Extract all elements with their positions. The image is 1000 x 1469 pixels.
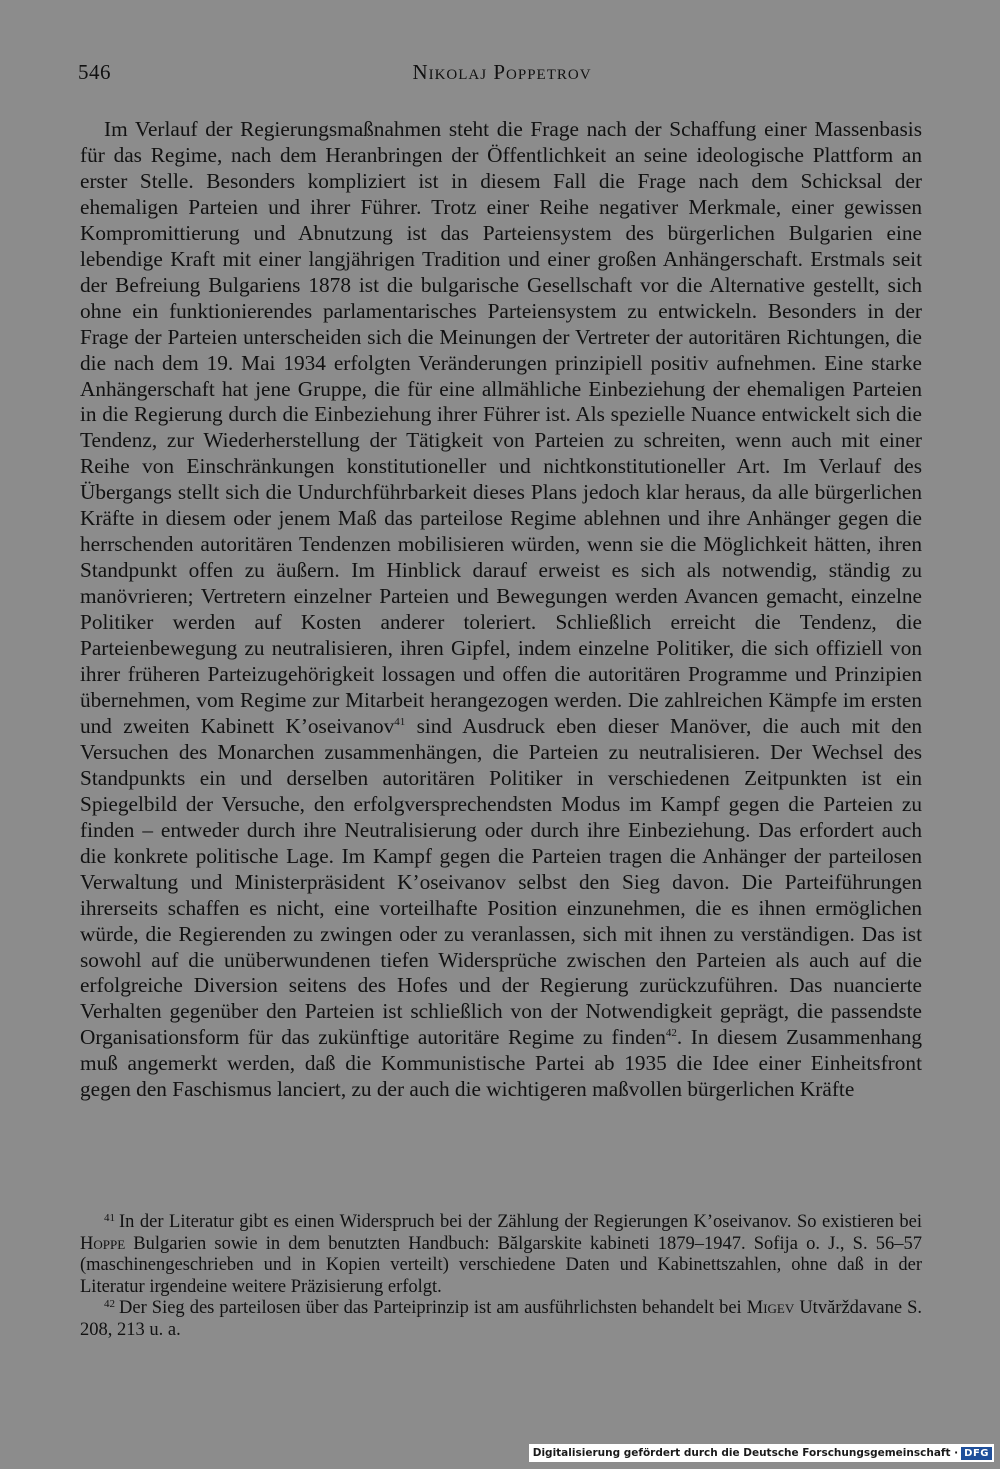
body-text-part-1: Im Verlauf der Regierungsmaßnahmen steht die Frage nach der Schaffung einer Massenbasis für das Regime, nach dem Heranbringen der Öffentlichkeit an seine ideologische Plattform an erster Stelle. Besonders kompliziert ist in diesem Fall die Frage nach dem Schicksal der ehemaligen Parteien und ihrer Führer. Trotz einer Reihe negativer Merkmale, einer gewissen Kompromittierung und Abnutzung ist das Parteiensystem des bürgerlichen Bulgarien eine lebendige Kraft mit einer langjährigen Tradition und einer großen Anhängerschaft. Erstmals seit der Befreiung Bulgariens 1878 ist die bulgarische Gesellschaft vor die Alternative gestellt, sich ohne ein funktionierendes parlamentarisches Parteiensystem zu entwickeln. Besonders in der Frage der Parteien unterscheiden sich die Meinungen der Vertreter der autoritären Richtungen, die die nach dem 19. Mai 1934 erfolgten Veränderungen prinzipiell positiv aufnehmen. Eine starke Anhängerschaft hat jene Gruppe, die für eine allmähliche Einbeziehung der ehemaligen Parteien in die Regierung durch die Einbeziehung ihrer Führer ist. Als spezielle Nuance entwickelt sich die Tendenz, zur Wiederherstellung der Tätigkeit von Parteien zu schreiten, wenn auch mit einer Reihe von Einschränkungen konstitutioneller und nichtkonstitutioneller Art. Im Verlauf des Übergangs stellt sich die Undurchführbarkeit dieses Plans jedoch klar heraus, da alle bürgerlichen Kräfte in diesem oder jenem Maß das parteilose Regime ablehnen und ihre Anhänger gegen die herrschenden autoritären Tendenzen mobilisieren würden, wenn sie die Möglichkeit hätten, ihren Standpunkt offen zu äußern. Im Hinblick darauf erweist es sich als notwendig, ständig zu manövrieren; Vertretern einzelner Parteien und Bewegungen werden Avancen gemacht, einzelne Politiker werden auf Kosten anderer toleriert. Schließlich erreicht die Tendenz, die Parteienbewegung zu neutralisieren, ihren Gipfel, indem einzelne Politiker, die sich offiziell von ihrer früheren Parteizugehörigkeit lossagen und offen die autoritären Programme und Prinzipien übernehmen, vom Regime zur Mitarbeit herangezogen werden. Die zahlreichen Kämpfe im ersten und zweiten Kabinett K’oseivanov xyxy=(80,117,922,738)
footnote-text: Bulgarien sowie in dem benutzten Handbuch: Bălgarskite kabineti 1879–1947. Sofija o. J., S. 56–57 (maschinengeschrieben und in Kopien verteilt) verschiedene Daten und Kabinettszahlen, ohne daß in der Literatur irgendeine weitere Präzisierung erfolgt. xyxy=(80,1233,922,1297)
footnote-author-name: Hoppe xyxy=(80,1233,126,1254)
dfg-logo-icon: DFG xyxy=(961,1447,992,1460)
footnote-text: In der Literatur gibt es einen Widerspruch bei der Zählung der Regierungen K’oseivanov. So existieren bei xyxy=(119,1212,922,1232)
body-paragraph xyxy=(80,117,922,1103)
footnote-mark: 42 xyxy=(104,1298,115,1311)
page-number: 546 xyxy=(78,60,111,84)
digitization-credit xyxy=(529,1444,994,1462)
running-head xyxy=(78,60,926,90)
credit-text: Digitalisierung gefördert durch die Deutsche Forschungsgemeinschaft · xyxy=(532,1447,959,1459)
footnote-ref-41[interactable]: 41 xyxy=(394,715,406,728)
footnote-mark: 41 xyxy=(104,1212,115,1224)
footnote-author-name: Migev xyxy=(746,1298,795,1319)
footnote-ref-42[interactable]: 42 xyxy=(665,1027,677,1040)
footnote-42 xyxy=(80,1298,922,1341)
footnotes-section xyxy=(80,1212,922,1342)
body-text-part-3: . In diesem Zusammenhang muß angemerkt werden, daß die Kommunistische Partei ab 1935 die Idee einer Einheitsfront gegen den Faschismus lanciert, zu der auch die wichtigeren maßvollen bürgerlichen Kräfte xyxy=(80,1025,922,1102)
footnote-text: Utvărždavane S. 208, 213 u. a. xyxy=(80,1298,922,1340)
footnote-text: Der Sieg des parteilosen über das Parteiprinzip ist am ausführlichsten behandelt bei xyxy=(119,1298,747,1319)
body-text-part-2: sind Ausdruck eben dieser Manöver, die auch mit den Versuchen des Monarchen zusammenhängen, die Parteien zu neutralisieren. Der Wechsel des Standpunkts ein und derselben autoritären Politiker in verschiedenen Zeitpunkten ist ein Spiegelbild der Versuche, den erfolgversprechendsten Modus im Kampf gegen die Parteien zu finden – entweder durch ihre Neutralisierung oder durch ihre Einbeziehung. Das erfordert auch die konkrete politische Lage. Im Kampf gegen die Parteien tragen die Anhänger der parteilosen Verwaltung und Ministerpräsident K’oseivanov selbst den Sieg davon. Die Parteiführungen ihrerseits schaffen es nicht, eine vorteilhafte Position einzunehmen, die es ihnen ermöglichen würde, die Regierenden zu zwingen oder zu veranlassen, sich mit ihnen zu verständigen. Das ist sowohl auf die unüberwundenen tiefen Widersprüche zwischen den Parteien als auch auf die erfolgreiche Diversion seitens des Hofes und der Regierung zurückzuführen. Das nuancierte Verhalten gegenüber den Parteien ist schließlich von der Notwendigkeit geprägt, die passendste Organisationsform für das zukünftige autoritäre Regime zu finden xyxy=(80,713,922,1050)
footnote-41 xyxy=(80,1212,922,1298)
running-head-author: Nikolaj Poppetrov xyxy=(412,60,592,84)
